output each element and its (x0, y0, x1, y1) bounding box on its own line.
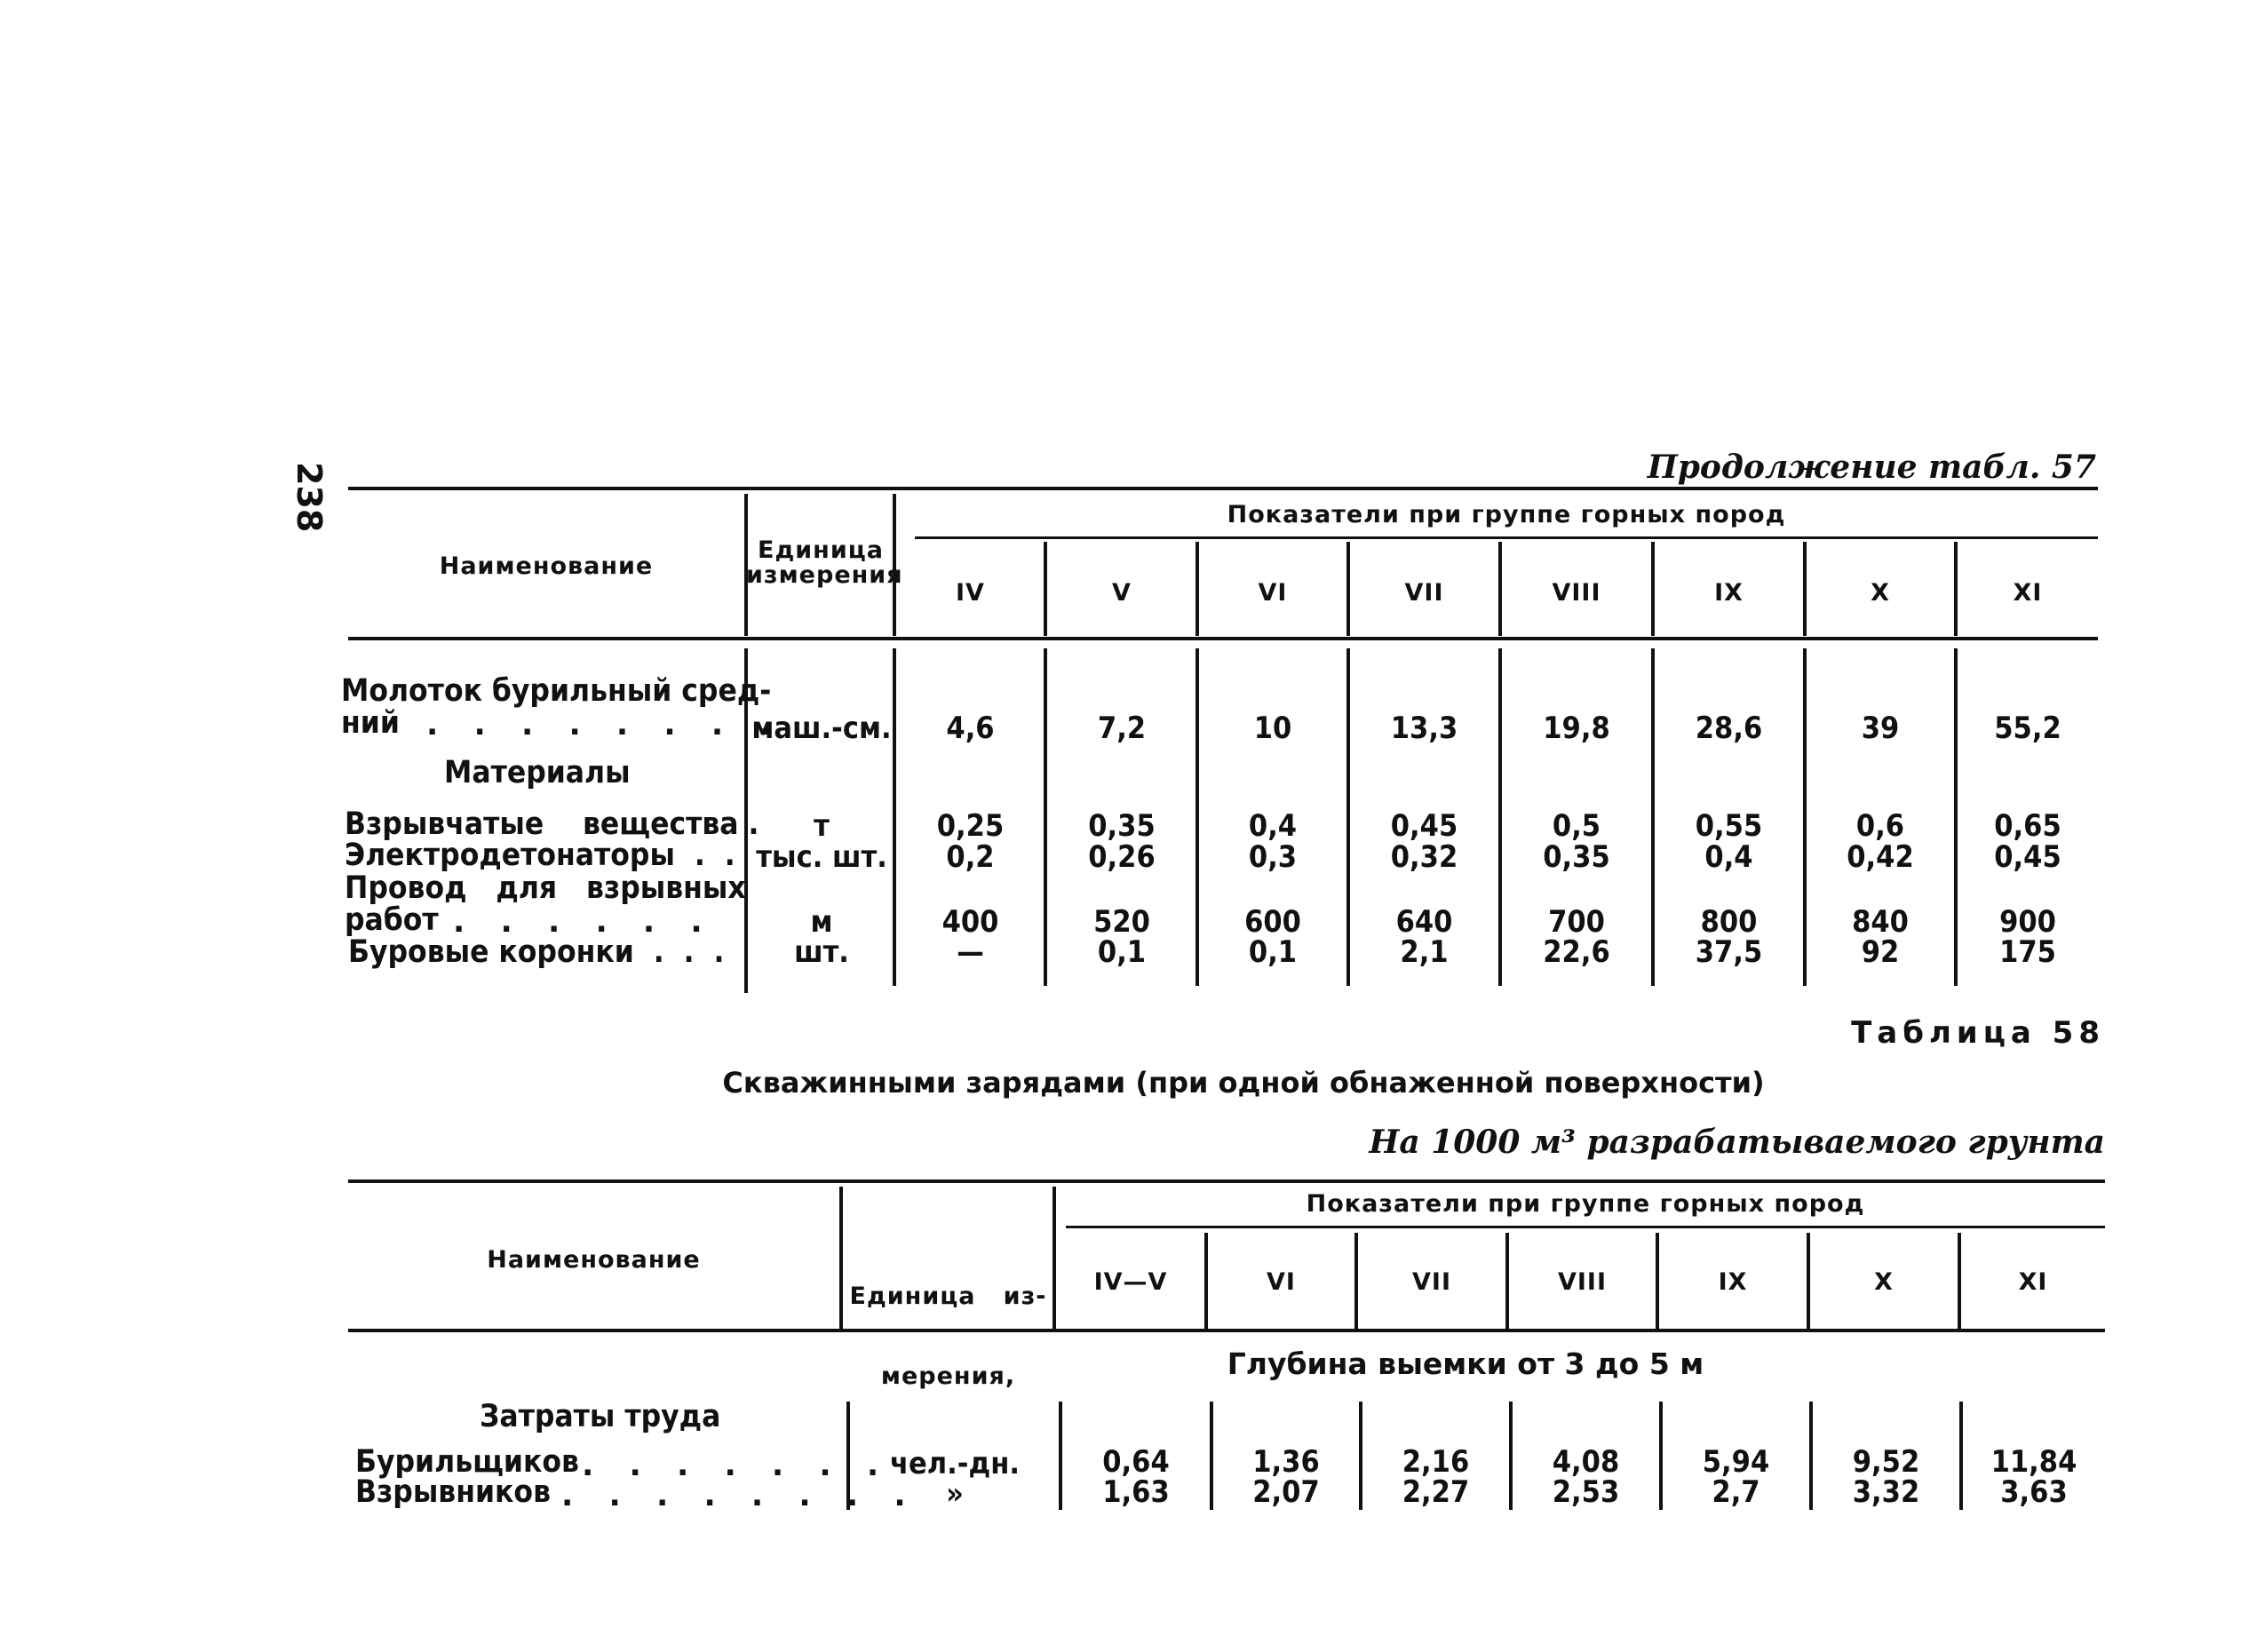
cell-value: 11,84 (1990, 1444, 2077, 1480)
cell-value: 840 (1852, 904, 1909, 940)
group-header: VIII (1557, 1268, 1608, 1296)
header-group: Показатели при группе горных пород (1227, 501, 1786, 528)
continuation-caption: Продолжение табл. 57 (1647, 449, 2096, 486)
row-name: Буровые коронки . . . (348, 934, 725, 970)
cell-value: 2,16 (1402, 1444, 1470, 1480)
group-header: IX (1714, 579, 1744, 607)
cell-value: 7,2 (1097, 711, 1147, 746)
cell-value: 520 (1093, 904, 1150, 940)
cell-value: 0,5 (1552, 808, 1601, 844)
cell-value: 0,64 (1102, 1444, 1170, 1480)
cell-value: 2,7 (1712, 1474, 1760, 1510)
group-header: VI (1267, 1268, 1296, 1296)
header-name: Наименование (487, 1246, 701, 1274)
cell-value: 0,45 (1390, 808, 1458, 844)
cell-value: 0,45 (1994, 839, 2061, 875)
cell-value: 9,52 (1852, 1444, 1920, 1480)
row-name: Молоток бурильный сред- (341, 673, 772, 709)
cell-value: 0,4 (1248, 808, 1298, 844)
cell-value: 10 (1253, 711, 1292, 746)
group-header: XI (2018, 1268, 2048, 1296)
row-unit: м (810, 904, 833, 940)
cell-value: 2,27 (1402, 1474, 1470, 1510)
table-label: Таблица 58 (1851, 1015, 2105, 1051)
cell-value: 4,6 (946, 711, 995, 746)
cell-value: 0,55 (1695, 808, 1763, 844)
cell-value: 5,94 (1702, 1444, 1770, 1480)
group-header: V (1112, 579, 1132, 607)
cell-value: 0,4 (1704, 839, 1753, 875)
cell-value: 0,32 (1390, 839, 1458, 875)
row-unit: маш.-см. (751, 711, 892, 746)
row-unit: т (814, 808, 830, 844)
cell-value: 0,35 (1543, 839, 1610, 875)
group-header: VII (1412, 1268, 1451, 1296)
leader-dots: . . . . . . . . (561, 1478, 918, 1513)
row-unit: шт. (794, 934, 849, 970)
cell-value: 13,3 (1390, 711, 1458, 746)
leader-dots: . . . . . . (453, 904, 715, 940)
group-header: VII (1404, 579, 1444, 607)
cell-value: 3,63 (2000, 1474, 2068, 1510)
row-unit: тыс. шт. (756, 839, 887, 875)
cell-value: 37,5 (1695, 934, 1763, 970)
section-heading: Затраты труда (480, 1399, 721, 1434)
cell-value: 0,25 (936, 808, 1005, 844)
cell-value: 0,26 (1088, 839, 1156, 875)
cell-value: 2,1 (1400, 934, 1449, 970)
cell-value: 640 (1395, 904, 1453, 940)
cell-value: 4,08 (1552, 1444, 1620, 1480)
header-unit: Единица из- мерения, (849, 1283, 1047, 1390)
row-name: Электродетонаторы . . (345, 838, 735, 873)
row-name: Взрывчатые вещества . (345, 806, 759, 842)
cell-value: — (957, 934, 984, 970)
cell-value: 0,1 (1097, 934, 1147, 970)
cell-value: 400 (941, 904, 999, 940)
row-unit: » (946, 1476, 964, 1512)
cell-value: 800 (1700, 904, 1758, 940)
row-unit: чел.-дн. (890, 1446, 1020, 1481)
cell-value: 0,3 (1248, 839, 1298, 875)
depth-caption: Глубина выемки от 3 до 5 м (1227, 1346, 1704, 1381)
row-name: Бурильщиков (355, 1444, 579, 1480)
row-name-cont: ний (341, 705, 400, 741)
cell-value: 1,36 (1252, 1444, 1320, 1480)
header-name: Наименование (439, 552, 654, 580)
table-title: Скважинными зарядами (при одной обнаженной поверхности) (722, 1066, 1765, 1100)
cell-value: 2,53 (1552, 1474, 1620, 1510)
cell-value: 0,6 (1855, 808, 1905, 844)
cell-value: 0,1 (1248, 934, 1298, 970)
row-name-cont: работ (345, 902, 439, 938)
table-subtitle: На 1000 м³ разрабатываемого грунта (1369, 1124, 2105, 1161)
cell-value: 0,65 (1994, 808, 2061, 844)
cell-value: 0,42 (1847, 839, 1914, 875)
group-header: X (1874, 1268, 1894, 1296)
cell-value: 2,07 (1252, 1474, 1320, 1510)
cell-value: 600 (1244, 904, 1301, 940)
row-name: Взрывников (355, 1474, 551, 1510)
cell-value: 0,35 (1088, 808, 1156, 844)
header-unit: Единица измерения (746, 536, 903, 589)
row-name: Провод для взрывных (345, 870, 746, 906)
cell-value: 3,32 (1852, 1474, 1920, 1510)
header-group: Показатели при группе горных пород (1306, 1190, 1865, 1218)
cell-value: 900 (1999, 904, 2056, 940)
cell-value: 175 (1999, 934, 2056, 970)
page-number: 238 (290, 462, 329, 533)
group-header: IX (1718, 1268, 1748, 1296)
leader-dots: . . . . . . . . (426, 707, 783, 743)
cell-value: 700 (1548, 904, 1605, 940)
cell-value: 22,6 (1543, 934, 1610, 970)
cell-value: 39 (1861, 711, 1900, 746)
cell-value: 92 (1861, 934, 1900, 970)
group-header: VIII (1552, 579, 1601, 607)
cell-value: 0,2 (946, 839, 995, 875)
cell-value: 19,8 (1543, 711, 1610, 746)
section-heading: Материалы (444, 755, 631, 790)
group-header: XI (2013, 579, 2043, 607)
group-header: IV (956, 579, 985, 607)
group-header: X (1871, 579, 1890, 607)
group-header: VI (1258, 579, 1288, 607)
group-header: IV—V (1093, 1268, 1168, 1296)
cell-value: 1,63 (1102, 1474, 1170, 1510)
cell-value: 28,6 (1695, 711, 1763, 746)
cell-value: 55,2 (1994, 711, 2061, 746)
leader-dots: . . . . . . . (582, 1448, 892, 1483)
